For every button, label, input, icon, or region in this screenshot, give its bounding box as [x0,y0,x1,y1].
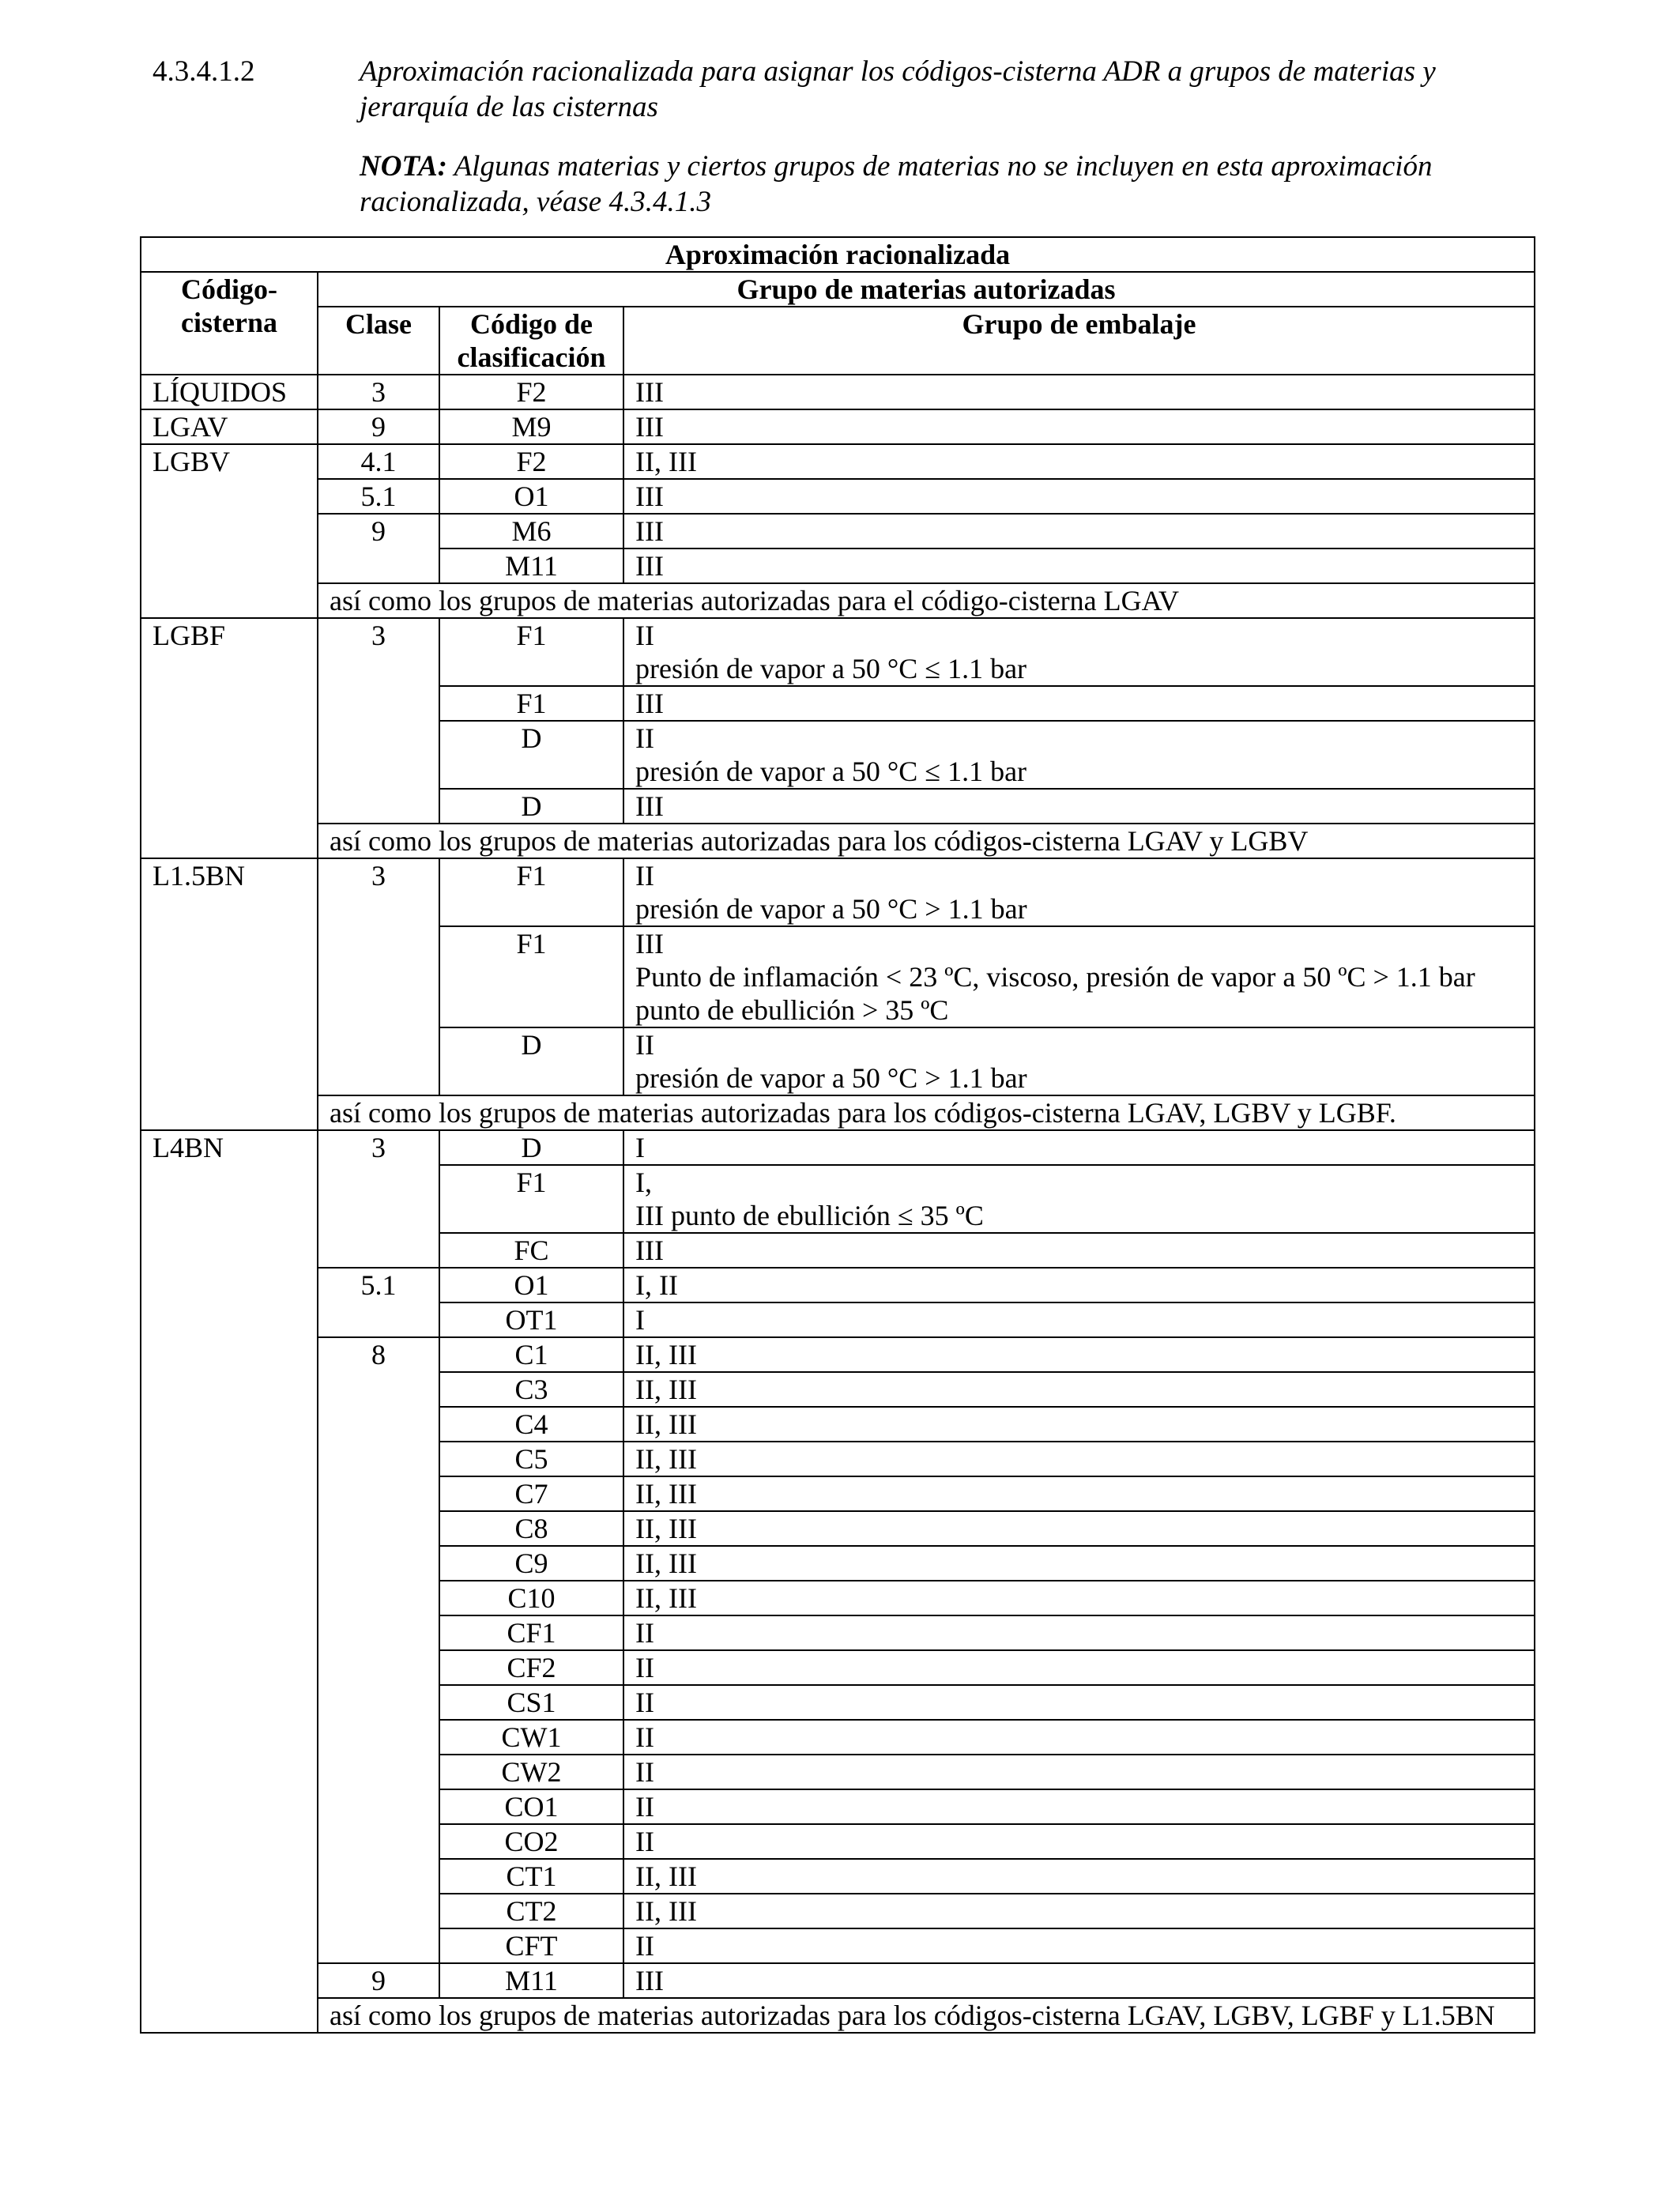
codigo-cell: CS1 [439,1685,623,1720]
codigo-cell: M11 [439,1963,623,1998]
grupo-condition: Punto de inflamación < 23 ºC, viscoso, presión de vapor a 50 ºC > 1.1 bar [635,961,1475,993]
grupo-cell [623,858,1535,926]
grupo-cell: II, III [623,1581,1535,1615]
table-caption-row [141,237,1535,272]
codigo-cell: CW2 [439,1755,623,1789]
clase-cell: 5.1 [318,1268,439,1337]
clase-cell: 9 [318,1963,439,1998]
codigo-cell: C5 [439,1442,623,1476]
codigo-cell: C7 [439,1476,623,1511]
section-title [360,54,1545,125]
grupo-condition: punto de ebullición > 35 ºC [635,994,949,1026]
grupo-cell: I, II [623,1268,1535,1302]
grupo-cell: III [623,514,1535,548]
also-note: así como los grupos de materias autorizadas para el código-cisterna LGAV [318,583,1535,618]
grupo-cell: II, III [623,1546,1535,1581]
codigo-cell: OT1 [439,1302,623,1337]
codigo-cell: F1 [439,858,623,926]
also-note: así como los grupos de materias autorizadas para los códigos-cisterna LGAV y LGBV [318,824,1535,858]
grupo-cell: II [623,1650,1535,1685]
note-text1: Algunas materias y ciertos grupos de materias no se incluyen en esta aproximación [447,150,1433,183]
grupo-cell: II [623,1615,1535,1650]
note-label: NOTA: [360,150,447,183]
table-row [141,479,1535,514]
clase-cell: 9 [318,409,439,444]
grupo-value: II [635,620,654,651]
codigo-cell: O1 [439,1268,623,1302]
codigo-cell: CO2 [439,1824,623,1859]
table-row [141,1963,1535,1998]
table-row [141,514,1535,548]
tank-code-l4bn: L4BN [141,1130,318,2033]
codigo-cell: F2 [439,375,623,409]
header-grupo-embalaje: Grupo de embalaje [623,307,1535,375]
grupo-cell [623,926,1535,1027]
header-grupo-materias: Grupo de materias autorizadas [318,272,1535,307]
section-number: 4.3.4.1.2 [153,55,255,88]
table-row [141,1095,1535,1130]
codigo-cell: D [439,789,623,824]
grupo-cell: III [623,1963,1535,1998]
codigo-cell: CW1 [439,1720,623,1755]
header-codigo-line2: cisterna [181,307,277,338]
grupo-cell: II [623,1720,1535,1755]
grupo-cell: II, III [623,1894,1535,1928]
codigo-cell: M9 [439,409,623,444]
liquidos-label: LÍQUIDOS [141,375,318,409]
codigo-cell: F1 [439,686,623,721]
table-row [141,618,1535,686]
codigo-cell: D [439,1130,623,1165]
clase-cell: 3 [318,618,439,824]
clase-cell: 8 [318,1337,439,1963]
table-row [141,1268,1535,1302]
grupo-cell: III [623,686,1535,721]
grupo-cell: II, III [623,1511,1535,1546]
also-note: así como los grupos de materias autorizadas para los códigos-cisterna LGAV, LGBV, LGBF y L1.5BN [318,1998,1535,2033]
table-row [141,375,1535,409]
codigo-cell: F2 [439,444,623,479]
grupo-cell: II, III [623,1859,1535,1894]
grupo-value: II [635,860,654,892]
header-codigo-line1: Código- [180,273,277,305]
clase-cell: 4.1 [318,444,439,479]
tank-code-l15bn: L1.5BN [141,858,318,1130]
table-row [141,583,1535,618]
codigo-cell: O1 [439,479,623,514]
note-line1 [360,149,1545,184]
codigo-cell: C3 [439,1372,623,1407]
grupo-cell: III [623,548,1535,583]
grupo-condition: presión de vapor a 50 °C ≤ 1.1 bar [635,653,1027,684]
grupo-cell: II, III [623,1476,1535,1511]
header-row-1 [141,272,1535,307]
grupo-cell [623,1027,1535,1095]
codigo-cell: CT1 [439,1859,623,1894]
table-row [141,824,1535,858]
grupo-cell: II, III [623,1337,1535,1372]
header-codigo-cisterna [141,272,318,375]
grupo-condition: III punto de ebullición ≤ 35 ºC [635,1200,984,1231]
grupo-cell: II [623,1824,1535,1859]
grupo-cell: II, III [623,1372,1535,1407]
grupo-cell: II, III [623,1442,1535,1476]
table-row [141,444,1535,479]
table-row [141,409,1535,444]
header-clase: Clase [318,307,439,375]
section-title-line2: jerarquía de las cisternas [360,91,658,123]
codigo-cell: C4 [439,1407,623,1442]
clase-cell: 3 [318,858,439,1095]
grupo-cell: III [623,789,1535,824]
section-title-line1: Aproximación racionalizada para asignar los códigos-cisterna ADR a grupos de materias y [360,55,1436,88]
grupo-condition: presión de vapor a 50 °C ≤ 1.1 bar [635,756,1027,787]
grupo-value: I, [635,1167,652,1198]
codigo-cell: CT2 [439,1894,623,1928]
clase-cell: 3 [318,1130,439,1268]
codigo-cell: F1 [439,926,623,1027]
grupo-value: II [635,1029,654,1061]
grupo-value: II [635,722,654,754]
codigo-cell: C9 [439,1546,623,1581]
codigo-cell: CF1 [439,1615,623,1650]
grupo-cell: III [623,409,1535,444]
also-note: así como los grupos de materias autorizadas para los códigos-cisterna LGAV, LGBV y LGBF. [318,1095,1535,1130]
grupo-cell [623,721,1535,789]
codigo-cell: M11 [439,548,623,583]
tank-code-table [140,236,1535,2034]
grupo-cell: II, III [623,1407,1535,1442]
tank-code-lgbv: LGBV [141,444,318,618]
codigo-cell: F1 [439,1165,623,1233]
codigo-cell: C10 [439,1581,623,1615]
grupo-cell [623,618,1535,686]
grupo-cell [623,1165,1535,1233]
grupo-cell: III [623,375,1535,409]
codigo-cell: FC [439,1233,623,1268]
note-line2: racionalizada, véase 4.3.4.1.3 [360,186,711,218]
grupo-cell: I [623,1130,1535,1165]
grupo-cell: I [623,1302,1535,1337]
clase-cell: 9 [318,514,439,583]
header-row-2 [141,307,1535,375]
grupo-cell: II [623,1685,1535,1720]
table-row [141,1998,1535,2033]
table-row [141,1337,1535,1372]
grupo-cell: II, III [623,444,1535,479]
table-row [141,1130,1535,1165]
grupo-cell: II [623,1755,1535,1789]
grupo-cell: III [623,1233,1535,1268]
codigo-cell: D [439,1027,623,1095]
grupo-condition: presión de vapor a 50 °C > 1.1 bar [635,893,1027,925]
codigo-cell: D [439,721,623,789]
codigo-cell: CFT [439,1928,623,1963]
codigo-cell: C1 [439,1337,623,1372]
table-row [141,858,1535,926]
tank-code-lgav: LGAV [141,409,318,444]
tank-code-lgbf: LGBF [141,618,318,858]
grupo-condition: presión de vapor a 50 °C > 1.1 bar [635,1062,1027,1094]
codigo-cell: CF2 [439,1650,623,1685]
note [360,149,1545,220]
grupo-cell: II [623,1789,1535,1824]
header-codigo-clas-line1: Código de [469,308,593,340]
header-codigo-clasificacion [439,307,623,375]
codigo-cell: C8 [439,1511,623,1546]
codigo-cell: CO1 [439,1789,623,1824]
header-codigo-clas-line2: clasificación [457,341,606,373]
table-caption: Aproximación racionalizada [141,237,1535,272]
codigo-cell: M6 [439,514,623,548]
clase-cell: 3 [318,375,439,409]
clase-cell: 5.1 [318,479,439,514]
codigo-cell: F1 [439,618,623,686]
grupo-cell: III [623,479,1535,514]
grupo-value: III [635,928,664,959]
grupo-cell: II [623,1928,1535,1963]
